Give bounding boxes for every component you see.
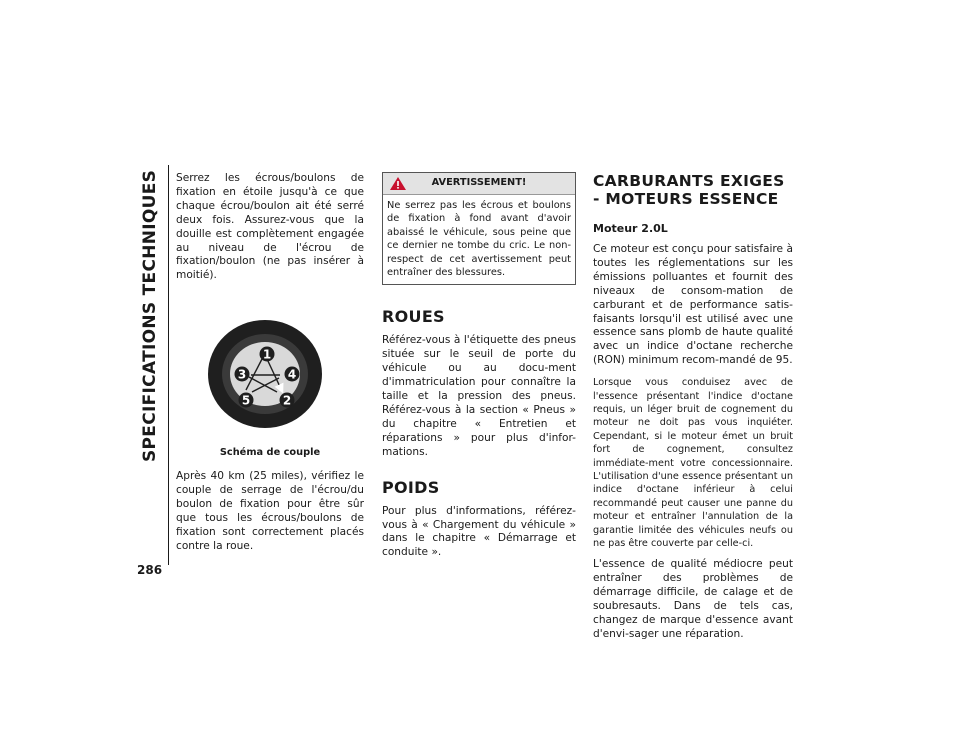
lug-4-label: 4	[287, 367, 297, 382]
column-left	[176, 172, 364, 554]
poids-text: Pour plus d'informations, référez-vous à « Chargement du véhicule » dans le chapitre « Démarrage et conduite ».	[382, 504, 576, 559]
chapter-side-title: SPECIFICATIONS TECHNIQUES	[140, 170, 160, 463]
poor-fuel-paragraph: L'essence de qualité médiocre peut entraîner des problèmes de démarrage difficile, de calage et de soubresauts. Dans de tels cas, changez de marque d'essence avant d'envi-sager une réparation.	[593, 558, 793, 640]
column-right	[593, 172, 793, 642]
warning-title: AVERTISSEMENT!	[431, 177, 527, 188]
roues-text: Référez-vous à l'étiquette des pneus située sur le seuil de porte du véhicule ou au docu-ment d'immatriculation pour connaître la taille et la pression des pneus. Référez-vous à la section « Pneus » du chapitre « Entretien et réparations » pour plus d'infor-mations.	[382, 334, 576, 458]
tire-lug-pattern-illustration	[176, 297, 364, 447]
page-number: 286	[137, 563, 163, 577]
lug-5-label: 5	[241, 393, 251, 408]
figure-caption: Schéma de couple	[219, 447, 321, 459]
warning-text: Ne serrez pas les écrous et boulons de fixation à fond avant d'avoir abaissé le véhicule, sous peine que ce dernier ne tombe du cric. Le non-respect de cet avertissement peut entraîner des blessures.	[387, 200, 571, 279]
lug-1-label: 1	[262, 347, 272, 362]
section-title-carburants: CARBURANTS EXIGES - MOTEURS ESSENCE	[593, 172, 785, 208]
torque-check-instructions: Après 40 km (25 miles), vérifiez le couple de serrage de l'écrou/du boulon de fixation pour être sûr que tous les écrous/boulons de fixation sont correctement placés contre la roue.	[176, 470, 364, 552]
lug-2-label: 2	[282, 393, 292, 408]
tightening-instructions: Serrez les écrous/boulons de fixation en étoile jusqu'à ce que chaque écrou/boulon ait été serré deux fois. Assurez-vous que la douille est complètement engagée au niveau de l'écrou de fixation/boulon (ne pas insérer à moitié).	[176, 172, 364, 282]
section-title-roues: ROUES	[382, 307, 445, 327]
chapter-divider-line	[168, 165, 169, 565]
lug-3-label: 3	[237, 367, 247, 382]
subsection-title-engine: Moteur 2.0L	[593, 222, 668, 235]
engine-fuel-paragraph: Ce moteur est conçu pour satisfaire à toutes les réglementations sur les émissions polluantes et fournit des niveaux de consom-mation de carburant et de performance satis-faisants lorsqu'il est utilisé avec une essence sans plomb de haute qualité avec un indice d'octane recherche (RON) minimum recom-mandé de 95.	[593, 243, 793, 367]
column-middle	[382, 172, 576, 560]
section-title-poids: POIDS	[382, 477, 440, 497]
warning-header	[383, 173, 575, 195]
octane-knock-paragraph: Lorsque vous conduisez avec de l'essence présentant l'indice d'octane requis, un léger bruit de cognement du moteur ne doit pas vous inquiéter. Cependant, si le moteur émet un bruit fort de cognement, consultez immédiate-ment votre concessionnaire. L'utilisation d'une essence présentant un indice d'octane inférieur à celui recommandé peut causer une panne du moteur et entraîner l'annulation de la garantie limitée des véhicules neufs ou ne pas être couverte par celle-ci.	[593, 377, 793, 550]
warning-box	[382, 172, 576, 285]
torque-diagram	[176, 297, 364, 447]
